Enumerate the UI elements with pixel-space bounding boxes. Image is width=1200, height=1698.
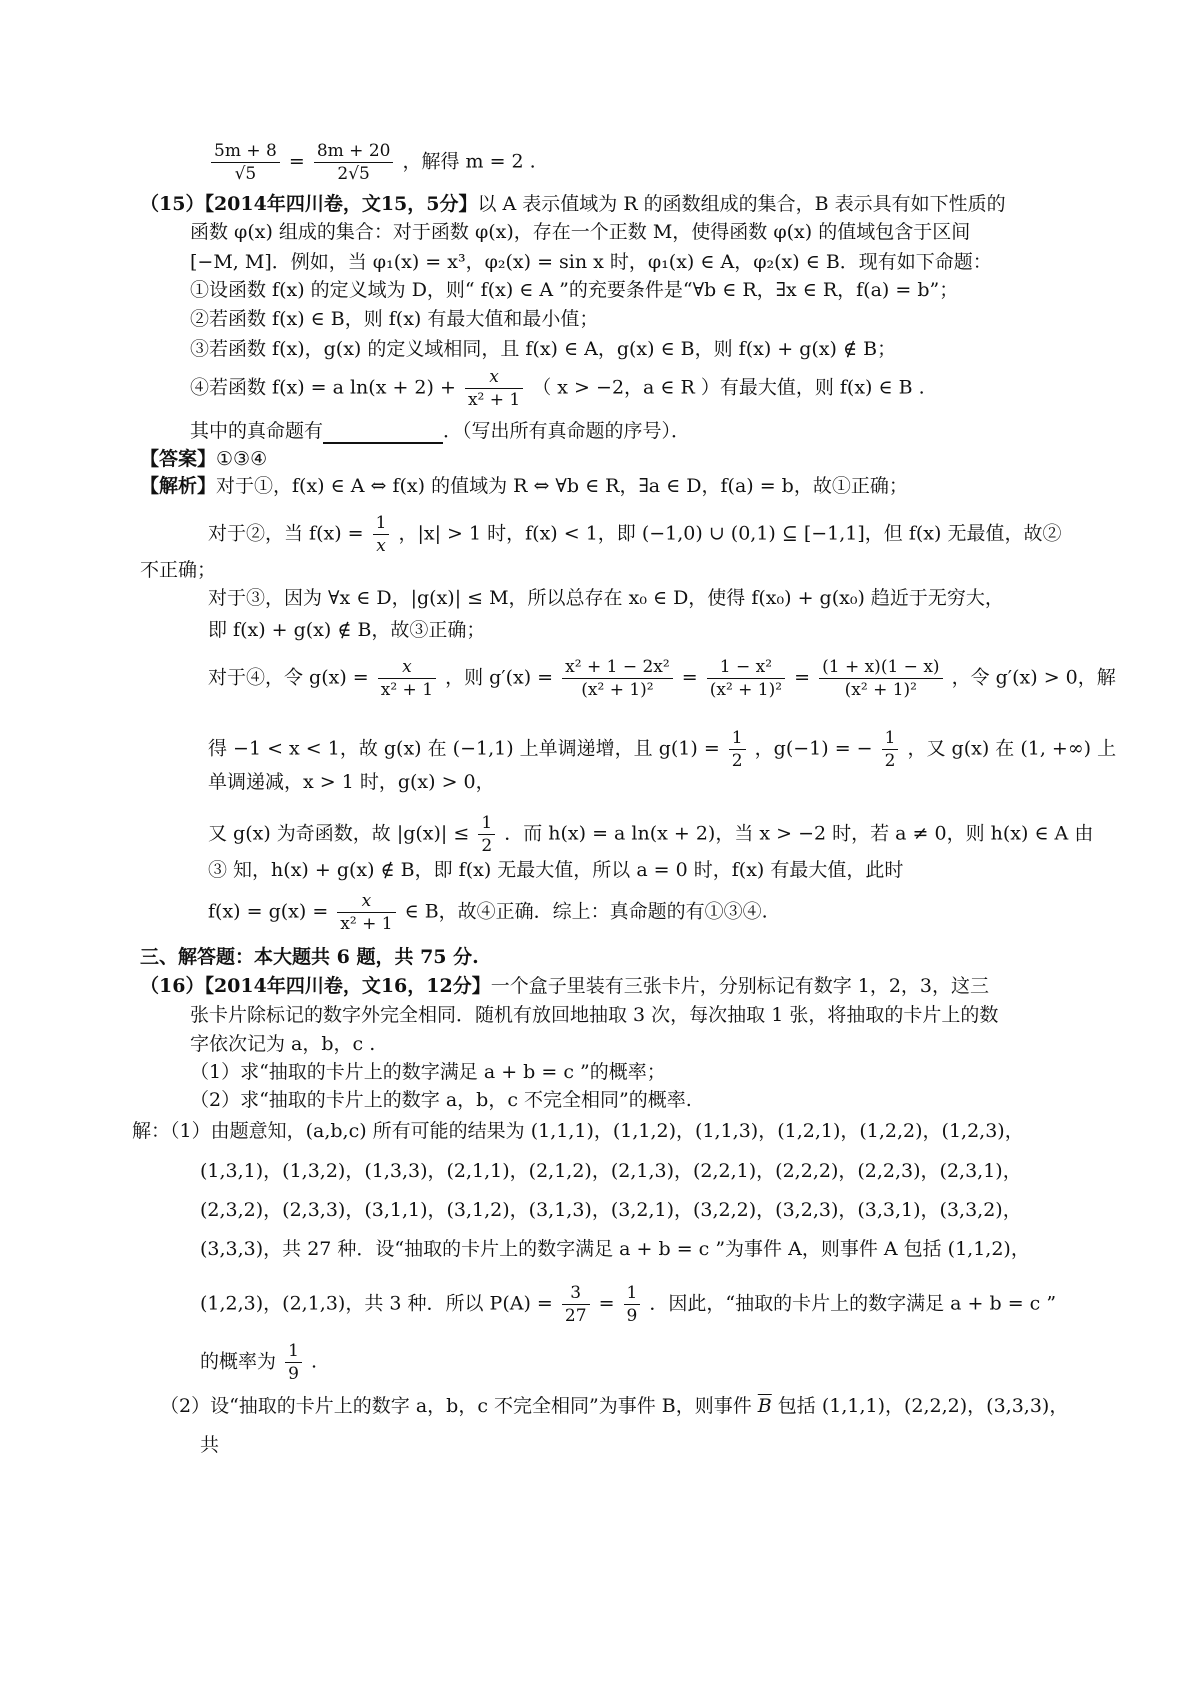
solution-line-3: (2,3,2)，(2,3,3)，(3,1,1)，(3,1,2)，(3,1,3)，(3,2,1)，(3,2,2)，(3,2,3)，(3,3,1)，(3,3,2)，	[200, 1199, 1022, 1221]
fraction: $\frac{5m + 8}{√5}$	[211, 140, 280, 185]
q15-proposition-3: ③若函数 f(x)，g(x) 的定义域相同，且 f(x) ∈ A，g(x) ∈ B，则 f(x) + g(x) ∉ B；	[190, 338, 897, 360]
answer-line	[140, 446, 267, 472]
answer-blank	[323, 422, 443, 444]
analysis-line-2b: 不正确；	[140, 559, 217, 581]
analysis-line-5: 得 −1 < x < 1，故 g(x) 在 (−1,1) 上单调递增，且 g(1) = $\frac{1}{2}$ ，g(−1) = − $\frac{1}{2}$ ，又 g(x) 在 (1, +∞) 上	[208, 728, 1117, 771]
fraction: $\frac{1}{9}$	[624, 1282, 641, 1327]
q16-sub-2: （2）求“抽取的卡片上的数字 a，b，c 不完全相同”的概率.	[190, 1089, 692, 1111]
fraction: $\frac{x}{\text{x² + 1}}$	[465, 366, 523, 411]
solution-line-7: （2）设“抽取的卡片上的数字 a，b，c 不完全相同”为事件 B，则事件 $\overline{B}$ 包括 (1,1,1)，(2,2,2)，(3,3,3)，	[160, 1395, 1069, 1417]
fraction: $\frac{\text{x² + 1 − 2x²}}{\text{(x² + 1)²}}$	[562, 656, 673, 701]
analysis-line-3: 对于③，因为 ∀x ∈ D，|g(x)| ≤ M，所以总存在 x₀ ∈ D，使得 f(x₀) + g(x₀) 趋近于无穷大，	[208, 587, 1004, 609]
fraction: $\frac{\text{1 − x²}}{\text{(x² + 1)²}}$	[707, 656, 785, 701]
complement-event: $\overline{B}$	[757, 1395, 772, 1417]
analysis-line-3b: 即 f(x) + g(x) ∉ B，故③正确；	[208, 619, 486, 641]
q16-line-3: 字依次记为 a，b，c .	[190, 1033, 376, 1055]
fraction: $\frac{(1 + x)(1 - x)}{\text{(x² + 1)²}}$	[819, 656, 942, 701]
analysis-line-1: 【解析】对于①，f(x) ∈ A ⇔ f(x) 的值域为 R ⇔ ∀b ∈ R，∃a ∈ D，f(a) = b，故①正确；	[140, 475, 908, 497]
fraction: $\frac{x}{\text{x² + 1}}$	[337, 890, 395, 935]
q15-ask: 其中的真命题有 ．（写出所有真命题的序号）．	[190, 420, 691, 442]
solution-line-6: 的概率为 $\frac{1}{9}$ .	[200, 1341, 317, 1384]
q15-line-2: 函数 φ(x) 组成的集合：对于函数 φ(x)，存在一个正数 M，使得函数 φ(x) 的值域包含于区间	[190, 221, 971, 243]
answer-label: 【答案】	[140, 448, 217, 470]
fraction: $\frac{1}{2}$	[882, 727, 899, 772]
solution-line-4: (3,3,3)，共 27 种．设“抽取的卡片上的数字满足 a + b = c ”为事件 A，则事件 A 包括 (1,1,2)，	[200, 1238, 1030, 1260]
solution-line-1: 解：（1）由题意知，(a,b,c) 所有可能的结果为 (1,1,1)，(1,1,2)，(1,1,3)，(1,2,1)，(1,2,2)，(1,2,3)，	[132, 1120, 1024, 1142]
q15-heading: （15）【2014年四川卷，文15，5分】	[140, 193, 478, 215]
section-heading: 三、解答题：本大题共 6 题，共 75 分.	[140, 946, 479, 968]
fraction: $\frac{3}{27}$	[562, 1282, 590, 1327]
answer-value: ①③④	[216, 448, 268, 470]
solution-line-2: (1,3,1)，(1,3,2)，(1,3,3)，(2,1,1)，(2,1,2)，(2,1,3)，(2,2,1)，(2,2,2)，(2,2,3)，(2,3,1)，	[200, 1160, 1022, 1182]
q15-proposition-1: ①设函数 f(x) 的定义域为 D，则“ f(x) ∈ A ”的充要条件是“∀b ∈ R，∃x ∈ R，f(a) = b”；	[190, 279, 959, 301]
analysis-line-9: f(x) = g(x) = $\frac{x}{\text{x² + 1}}$ ∈ B，故④正确．综上：真命题的有①③④.	[208, 891, 768, 934]
q15-proposition-2: ②若函数 f(x) ∈ B，则 f(x) 有最大值和最小值；	[190, 308, 599, 330]
fraction: $\frac{1}{2}$	[478, 812, 495, 857]
analysis-line-4: 对于④，令 g(x) = $\frac{x}{\text{x² + 1}}$ ，则 g′(x) = $\frac{\text{x² + 1 − 2x²}}{\text{(x² + 1)²}}$ = $\frac{\text{1 − x²}}{\text{(x² + 1)²}}$ = $\frac{(1 + x)(1 - x)}{\text{(x² + 1)²}}$ ，令 g′(x) > 0，解	[208, 657, 1116, 700]
q15-proposition-4: ④若函数 f(x) = a ln(x + 2) + $\frac{x}{\text{x² + 1}}$ （ x > −2，a ∈ R ）有最大值，则 f(x) ∈ B .	[190, 367, 925, 410]
equation-tail: ，解得 m = 2 .	[402, 150, 536, 173]
analysis-label: 【解析】	[140, 475, 217, 497]
solution-line-8: 共	[200, 1434, 220, 1456]
fraction: $\frac{1}{x}$	[373, 512, 390, 557]
q15-line-3: [−M, M]．例如，当 φ₁(x) = x³，φ₂(x) = sin x 时，φ₁(x) ∈ A，φ₂(x) ∈ B．现有如下命题：	[190, 251, 992, 273]
q16-heading: （16）【2014年四川卷，文16，12分】	[140, 975, 491, 997]
solution-line-5: (1,2,3)，(2,1,3)，共 3 种．所以 P(A) = $\frac{3}{27}$ = $\frac{1}{9}$ ．因此，“抽取的卡片上的数字满足 a + b = c ”	[200, 1283, 1057, 1326]
analysis-line-6: 单调递减，x > 1 时，g(x) > 0，	[208, 771, 495, 793]
equation-line: $\frac{5m + 8}{√5}$ = $\frac{8m + 20}{2√5}$ ，解得 m = 2 .	[208, 140, 536, 185]
fraction: $\frac{x}{\text{x² + 1}}$	[378, 656, 436, 701]
analysis-line-8: ③ 知，h(x) + g(x) ∉ B，即 f(x) 无最大值，所以 a = 0 时，f(x) 有最大值，此时	[208, 859, 904, 881]
fraction: $\frac{1}{2}$	[729, 727, 746, 772]
q16-line-1: （16）【2014年四川卷，文16，12分】一个盒子里装有三张卡片，分别标记有数字 1，2，3，这三	[140, 975, 990, 997]
fraction: $\frac{8m + 20}{2√5}$	[314, 140, 394, 185]
analysis-line-7: 又 g(x) 为奇函数，故 |g(x)| ≤ $\frac{1}{2}$ ．而 h(x) = a ln(x + 2)，当 x > −2 时，若 a ≠ 0，则 h(x) ∈ A 由	[208, 813, 1094, 856]
analysis-line-2: 对于②，当 f(x) = $\frac{1}{x}$ ，|x| > 1 时，f(x) < 1，即 (−1,0) ∪ (0,1) ⊆ [−1,1]，但 f(x) 无最值，故②	[208, 513, 1062, 556]
q16-sub-1: （1）求“抽取的卡片上的数字满足 a + b = c ”的概率；	[190, 1061, 666, 1083]
q15-line-1: （15）【2014年四川卷，文15，5分】以 A 表示值域为 R 的函数组成的集合，B 表示具有如下性质的	[140, 193, 1006, 215]
fraction: $\frac{1}{9}$	[285, 1340, 302, 1385]
q16-line-2: 张卡片除标记的数字外完全相同．随机有放回地抽取 3 次，每次抽取 1 张，将抽取的卡片上的数	[190, 1004, 999, 1026]
